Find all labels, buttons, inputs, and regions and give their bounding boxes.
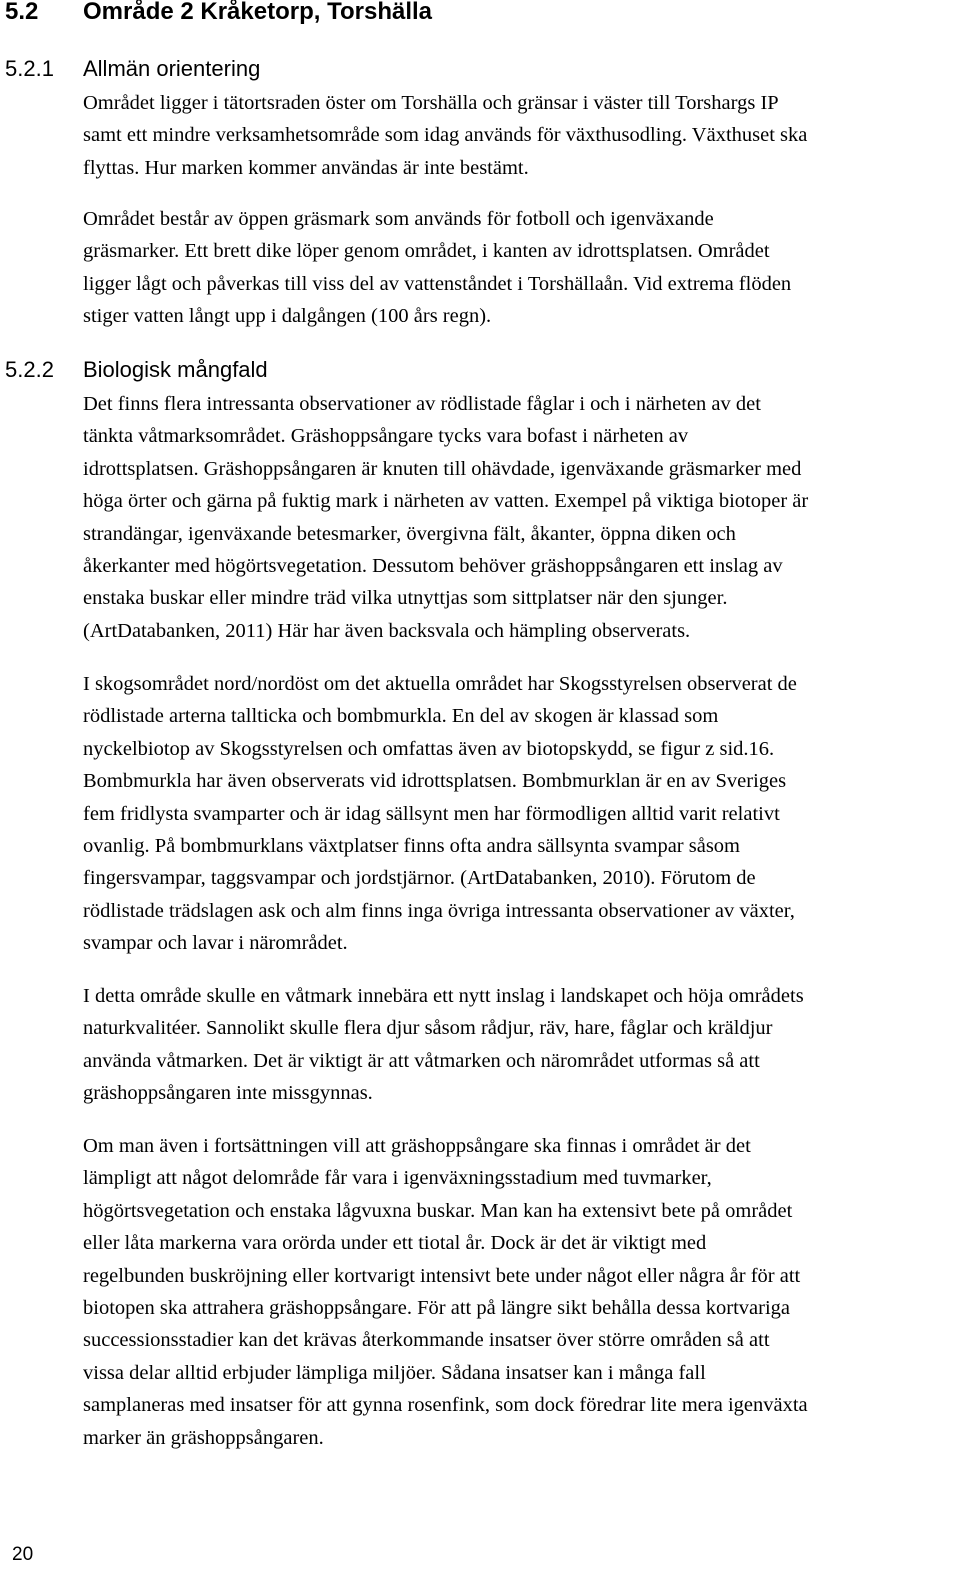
text-line: använda våtmarken. Det är viktigt är att våtmarken och närområdet utformas så att (83, 1049, 760, 1072)
text-line: gräsmarker. Ett brett dike löper genom området, i kanten av idrottsplatsen. Området (83, 240, 770, 263)
text-line: enstaka buskar eller mindre träd vilka utnyttjas som sittplatser när den sjunger. (83, 587, 728, 610)
text-line: åkerkanter med högörtsvegetation. Dessutom behöver gräshoppsångaren ett inslag av (83, 555, 783, 578)
subsection-number: 5.2.1 (5, 56, 54, 81)
paragraph (83, 668, 953, 960)
paragraph (83, 87, 953, 184)
paragraph (83, 980, 953, 1110)
text-line: fem fridlysta svamparter och är idag sällsynt men har förmodligen alltid varit relativt (83, 802, 780, 825)
text-line: I detta område skulle en våtmark innebära ett nytt inslag i landskapet och höja områdets (83, 985, 804, 1007)
text-line: lämpligt att något delområde får vara i igenväxningsstadium med tuvmarker, (83, 1167, 712, 1190)
subsection-title: Allmän orientering (83, 56, 261, 81)
subsection-heading-allman-orientering (5, 53, 260, 85)
page-number: 20 (12, 1544, 34, 1565)
text-line: rödlistade arterna tallticka och bombmurkla. En del av skogen är klassad som (83, 705, 719, 728)
text-line: eller låta markerna vara orörda under ett tiotal år. Dock är det är viktigt med (83, 1232, 707, 1255)
text-line: Området ligger i tätortsraden öster om Torshälla och gränsar i väster till Torshargs IP (83, 92, 779, 114)
text-line: gräshoppsångaren inte missgynnas. (83, 1082, 373, 1105)
text-line: idrottsplatsen. Gräshoppsångaren är knuten till ohävdade, igenväxande gräsmarker med (83, 457, 802, 480)
text-line: ligger lågt och påverkas till viss del av vattenståndet i Torshällaån. Vid extrema flöden (83, 272, 792, 295)
paragraph (83, 1130, 953, 1454)
paragraph (83, 203, 953, 333)
text-line: fingersvampar, taggsvampar och jordstjärnor. (ArtDatabanken, 2010). Förutom de (83, 867, 756, 890)
text-line: Det finns flera intressanta observationer av rödlistade fåglar i och i närheten av det (83, 393, 761, 415)
text-line: stiger vatten långt upp i dalgången (100 års regn). (83, 305, 492, 328)
text-line: regelbunden buskröjning eller kortvarigt intensivt bete under något eller några år för att (83, 1264, 801, 1287)
text-line: successionsstadier kan det krävas återkommande insatser över större områden så att (83, 1329, 770, 1352)
subsection-heading-biologisk-mangfald (5, 354, 268, 386)
text-line: Området består av öppen gräsmark som används för fotboll och igenväxande (83, 208, 714, 230)
text-line: tänkta våtmarksområdet. Gräshoppsångare tycks vara bofast i närheten av (83, 425, 689, 448)
text-line: vissa delar alltid erbjuder lämpliga miljöer. Sådana insatser kan i många fall (83, 1361, 706, 1384)
text-line: Om man även i fortsättningen vill att gräshoppsångare ska finnas i området är det (83, 1135, 751, 1157)
text-line: biotopen ska attrahera gräshoppsångare. För att på längre sikt behålla dessa kortvariga (83, 1297, 790, 1320)
text-line: rödlistade trädslagen ask och alm finns inga övriga intressanta observationer av växter, (83, 899, 795, 922)
text-line: höga örter och gärna på fuktig mark i närheten av vatten. Exempel på viktiga biotoper är (83, 490, 809, 513)
text-line: ovanlig. På bombmurklans växtplatser finns ofta andra sällsynta svampar såsom (83, 835, 741, 858)
subsection-title: Biologisk mångfald (83, 357, 268, 382)
text-line: högörtsvegetation och enstaka lågvuxna buskar. Man kan ha extensivt bete på området (83, 1199, 793, 1222)
text-line: nyckelbiotop av Skogsstyrelsen och omfattas även av biotopskydd, se figur z sid.16. (83, 737, 775, 760)
text-line: I skogsområdet nord/nordöst om det aktuella området har Skogsstyrelsen observerat de (83, 673, 797, 695)
text-line: Bombmurkla har även observerats vid idrottsplatsen. Bombmurklan är en av Sveriges (83, 770, 787, 793)
text-line: svampar och lavar i närområdet. (83, 932, 348, 955)
text-line: (ArtDatabanken, 2011) Här har även backsvala och hämpling observerats. (83, 619, 691, 642)
text-line: naturkvalitéer. Sannolikt skulle flera djur såsom rådjur, räv, hare, fåglar och kräldjur (83, 1017, 773, 1040)
text-line: samplaneras med insatser för att gynna rosenfink, som dock föredrar lite mera igenväxta (83, 1394, 808, 1417)
text-line: strandängar, igenväxande betesmarker, övergivna fält, åkanter, öppna diken och (83, 522, 736, 545)
paragraph (83, 388, 953, 647)
subsection-number: 5.2.2 (5, 357, 54, 382)
section-heading (5, 0, 432, 30)
text-line: flyttas. Hur marken kommer användas är inte bestämt. (83, 156, 529, 179)
text-line: samt ett mindre verksamhetsområde som idag används för växthusodling. Växthuset ska (83, 124, 808, 147)
section-title: Område 2 Kråketorp, Torshälla (83, 0, 433, 25)
section-number: 5.2 (5, 0, 39, 25)
text-line: marker än gräshoppsångaren. (83, 1426, 324, 1449)
